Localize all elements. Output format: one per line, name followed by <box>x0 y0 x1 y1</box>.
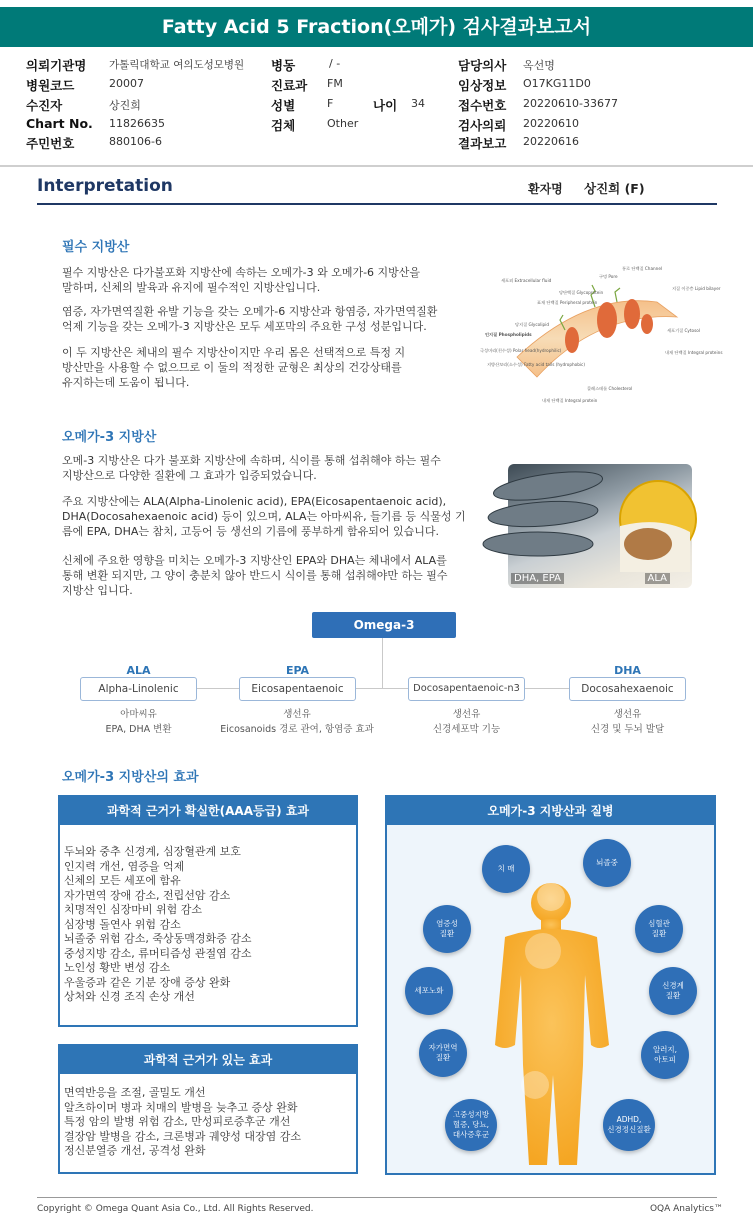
evidence-effects-list-item: 특정 암의 발병 위험 감소, 만성피로증후군 개선 <box>64 1115 291 1128</box>
fa-desc-ala: 아마씨유 EPA, DHA 변환 <box>105 709 172 735</box>
aaa-effects-list-item: 중성지방 감소, 류머티즘성 관절염 감소 <box>64 946 252 960</box>
value-sex: F <box>327 97 334 110</box>
label-resident-no: 주민번호 <box>26 136 75 151</box>
report-title: Fatty Acid 5 Fraction(오메가) 검사결과보고서 <box>0 7 753 47</box>
essential-p1: 필수 지방산은 다가불포화 지방산에 속하는 오메가-3 와 오메가-6 지방산을 말하며, 신체의 발육과 유지에 필수적인 지방산입니다. <box>62 266 421 294</box>
evidence-effects-list-item: 정신분열증 개선, 공격성 완화 <box>64 1144 206 1157</box>
label-clinical-info: 임상정보 <box>458 78 507 93</box>
bubble-adhd: ADHD, 신경정신질환 <box>603 1099 655 1151</box>
fa-node-dpa: Docosapentaenoic-n3 <box>408 677 525 701</box>
omega3-heading: 오메가-3 지방산 <box>62 430 157 445</box>
value-request-date: 20220610 <box>523 117 579 130</box>
fa-desc-dpa: 생선유 신경세포막 기능 <box>432 709 501 735</box>
bubble-neuro: 신경계 질환 <box>649 967 697 1015</box>
cell-label-integral2: 내재 단백질 Integral protein <box>542 398 598 403</box>
label-chart-no: Chart No. <box>26 116 93 131</box>
effects-heading: 오메가-3 지방산의 효과 <box>62 770 199 785</box>
omega3-root-node: Omega-3 <box>312 612 456 638</box>
aaa-effects-title: 과학적 근거가 확실한(AAA등급) 효과 <box>60 797 356 825</box>
value-specimen: Other <box>327 117 359 130</box>
bubble-metabolic: 고중성지방 혈증, 당뇨, 대사증후군 <box>445 1099 497 1151</box>
fish-illustration <box>508 464 692 588</box>
label-ward: 병동 <box>271 58 296 73</box>
cell-label-glycolipid: 당지질 Glycolipid <box>515 322 550 327</box>
aaa-effects-list-item: 인지력 개선, 염증을 억제 <box>64 859 185 873</box>
value-clinical-info: O17KG11D0 <box>523 77 591 90</box>
footer-copyright: Copyright © Omega Quant Asia Co., Ltd. All Rights Reserved. <box>37 1204 314 1214</box>
bubble-autoimmune: 자가면역 질환 <box>419 1029 467 1077</box>
evidence-effects-list-item: 결장암 발병을 감소, 크론병과 궤양성 대장염 감소 <box>64 1129 301 1143</box>
interpretation-title: Interpretation <box>37 176 173 196</box>
label-receipt-no: 접수번호 <box>458 98 507 113</box>
value-report-date: 20220616 <box>523 135 579 148</box>
label-hospital-code: 병원코드 <box>26 78 75 93</box>
evidence-effects-list <box>60 1074 356 1159</box>
evidence-effects-list-item: 알츠하이머 병과 치매의 발병을 늦추고 증상 완화 <box>64 1100 298 1114</box>
cell-membrane-diagram <box>477 262 723 407</box>
bubble-inflammatory: 염증성 질환 <box>423 905 471 953</box>
evidence-effects-title: 과학적 근거가 있는 효과 <box>60 1046 356 1074</box>
omega3-p1: 오메-3 지방산은 다가 불포화 지방산에 속하며, 식이를 통해 섭취해야 하는 필수 지방산으로 다양한 질환에 그 효과가 입증되었습니다. <box>62 454 441 482</box>
fish-label-dha-epa: DHA, EPA <box>511 573 564 584</box>
evidence-effects-panel <box>58 1044 358 1174</box>
disease-title: 오메가-3 지방산과 질병 <box>387 797 714 825</box>
bubble-dementia: 치 매 <box>482 845 530 893</box>
label-age: 나이 <box>373 98 398 113</box>
fa-node-epa: Eicosapentaenoic <box>239 677 356 701</box>
label-sex: 성별 <box>271 98 296 113</box>
cell-label-cytosol: 세포기질 Cytosol <box>667 328 701 333</box>
aaa-effects-list-item: 뇌졸중 위험 감소, 죽상동맥경화증 감소 <box>64 932 252 945</box>
omega3-p3: 신체에 주요한 영향을 미치는 오메가-3 지방산인 EPA와 DHA는 체내에서 ALA를 통해 변환 되지만, 그 양이 충분치 않아 반드시 식이를 통해 섭취해야만 하는 필수 지방산 입니다. <box>62 554 448 597</box>
value-doctor: 옥선명 <box>523 59 555 72</box>
patient-name: 상진희 (F) <box>584 181 645 196</box>
value-institution: 가톨릭대학교 여의도성모병원 <box>109 59 245 71</box>
patient-label: 환자명 <box>528 182 563 196</box>
value-chart-no: 11826635 <box>109 117 165 130</box>
label-report-date: 결과보고 <box>458 136 507 151</box>
evidence-effects-list-item: 면역반응을 조절, 골밀도 개선 <box>64 1086 206 1099</box>
bubble-allergy: 알러지, 아토피 <box>641 1031 689 1079</box>
aaa-effects-list-item: 치명적인 심장마비 위험 감소 <box>64 903 203 916</box>
label-patient: 수진자 <box>26 98 63 113</box>
footer-divider <box>37 1197 717 1198</box>
fa-abbr-ala: ALA <box>126 664 151 677</box>
label-department: 진료과 <box>271 78 308 93</box>
value-receipt-no: 20220610-33677 <box>523 97 618 110</box>
omega3-p2: 주요 지방산에는 ALA(Alpha-Linolenic acid), EPA(Eicosapentaenoic acid), DHA(Docosahexaenoic acid) 등이 있으며, ALA는 아마씨유, 들기름 등 식물성 기 름에 EPA, DHA는 참치, 고등어 등 생선의 기름에 풍부하게 함유되어 있습니다. <box>62 495 466 538</box>
fish-oil-photo <box>508 464 692 588</box>
value-department: FM <box>327 77 343 90</box>
fa-desc-epa: 생선유 Eicosanoids 경로 관여, 항염증 효과 <box>220 709 374 735</box>
essential-p3: 이 두 지방산은 체내의 필수 지방산이지만 우리 몸은 선택적으로 특정 지 방산만을 사용할 수 없으므로 이 둘의 적정한 균형은 최상의 건강상태를 유지하는데 도움이 됩니다. <box>62 346 406 389</box>
cell-label-extracellular: 세포외 Extracellular fluid <box>501 278 552 283</box>
cell-label-glycoprotein: 당단백질 Glycoprotein <box>559 290 604 295</box>
label-specimen: 검체 <box>271 118 296 133</box>
aaa-effects-list <box>60 825 356 1005</box>
fa-abbr-epa: EPA <box>285 664 310 677</box>
aaa-effects-list-item: 상처와 신경 조직 손상 개선 <box>64 990 195 1003</box>
cell-label-integral: 내재 단백질 Integral proteins <box>665 350 723 355</box>
aaa-effects-list-item: 우울증과 같은 기분 장애 증상 완화 <box>64 975 231 989</box>
header-info <box>0 52 753 162</box>
disease-panel <box>385 795 716 1175</box>
cell-label-pore: 구멍 Pore <box>599 274 618 279</box>
fa-node-dha: Docosahexaenoic <box>569 677 686 701</box>
bubble-aging: 세포노화 <box>405 967 453 1015</box>
aaa-effects-list-item: 심장병 돌연사 위험 감소 <box>64 917 181 931</box>
bubble-cardio: 심혈관 질환 <box>635 905 683 953</box>
header-divider <box>0 165 753 167</box>
value-ward: / - <box>329 57 341 70</box>
fish-label-ala: ALA <box>645 573 670 584</box>
label-request-date: 검사의뢰 <box>458 118 507 133</box>
cell-label-polar-head: 극성머리(친수성) Polar head(hydrophilic) <box>480 348 562 353</box>
fa-node-ala: Alpha-Linolenic <box>80 677 197 701</box>
footer-brand: OQA Analytics™ <box>649 1204 723 1214</box>
aaa-effects-list-item: 신체의 모든 세포에 함유 <box>64 874 181 887</box>
cell-label-fatty-acid: 지방산꼬리(소수성) Fatty acid tails (hydrophobic) <box>487 362 585 367</box>
label-doctor: 담당의사 <box>458 58 507 73</box>
cell-label-peripheral: 표재 단백질 Peripheral protein <box>537 300 598 305</box>
value-resident-no: 880106-6 <box>109 135 162 148</box>
bubble-stroke: 뇌졸중 <box>583 839 631 887</box>
aaa-effects-list-item: 두뇌와 중추 신경계, 심장혈관계 보호 <box>64 845 241 858</box>
tree-connector <box>382 638 383 688</box>
fa-desc-dha: 생선유 신경 및 두뇌 발달 <box>590 709 665 735</box>
label-institution: 의뢰기관명 <box>26 58 87 73</box>
value-hospital-code: 20007 <box>109 77 144 90</box>
tree-connector <box>138 688 628 689</box>
cell-label-phospholipids: 인지질 Phospholipids <box>485 332 532 337</box>
interpretation-divider <box>37 203 717 205</box>
aaa-effects-list-item: 노인성 황반 변성 감소 <box>64 961 171 974</box>
essential-p2: 염증, 자가면역질환 유발 기능을 갖는 오메가-6 지방산과 항염증, 자가면역질환 억제 기능을 갖는 오메가-3 지방산은 모두 세포막의 주요한 구성 성분입니다. <box>62 305 438 333</box>
cell-label-cholesterol: 콜레스테롤 Cholesterol <box>587 386 633 391</box>
fa-abbr-dha: DHA <box>614 664 641 677</box>
essential-heading: 필수 지방산 <box>62 240 130 255</box>
aaa-effects-list-item: 자가면역 장애 감소, 전립선암 감소 <box>64 888 231 902</box>
aaa-effects-panel <box>58 795 358 1027</box>
cell-label-lipid-bilayer: 지질 이중층 Lipid bilayer <box>672 286 721 291</box>
value-patient: 상진희 <box>109 99 141 112</box>
value-age: 34 <box>411 97 425 110</box>
cell-label-channel: 통로 단백질 Channel <box>622 266 663 271</box>
